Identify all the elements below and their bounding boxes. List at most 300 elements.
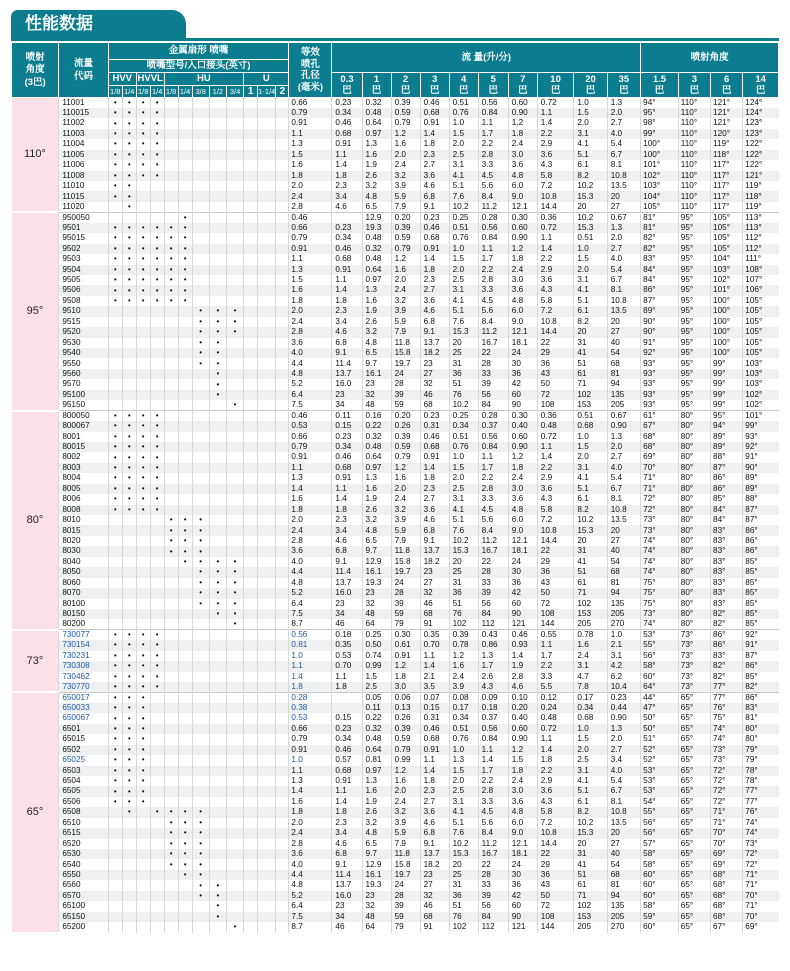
flow-code: 9560 [59,369,108,379]
availability-dot [164,578,178,588]
availability-dot: • [192,891,209,901]
availability-dot [244,609,258,619]
spray-angle-value: 99° [711,358,743,368]
flow-value: 23 [362,891,391,901]
flow-value: 2.5 [449,150,478,160]
availability-dot: • [122,713,136,723]
table-row [12,390,779,400]
size-header-5: 1/4 [179,86,191,96]
orifice-diameter: 1.1 [289,129,332,139]
availability-dot [276,630,289,640]
flow-value: 6.5 [362,202,391,212]
flow-value: 0.35 [332,640,362,650]
availability-dot: • [122,108,136,118]
flow-value: 1.1 [420,651,449,661]
availability-dot [108,390,122,400]
availability-dot [209,922,226,932]
flow-value: 2.4 [391,797,420,807]
availability-dot [164,891,178,901]
availability-dot [244,150,258,160]
availability-dot [244,578,258,588]
flow-value: 43 [537,578,574,588]
flow-value: 2.0 [391,150,420,160]
orifice-diameter: 2.8 [289,202,332,212]
availability-dot: • [136,411,150,421]
availability-dot [209,724,226,734]
flow-value: 16.1 [362,870,391,880]
spray-angle-value: 89° [711,442,743,452]
availability-dot [164,327,178,337]
availability-dot: • [122,797,136,807]
availability-dot: • [150,275,164,285]
availability-dot: • [122,494,136,504]
availability-dot [226,202,243,212]
flow-code: 11003 [59,129,108,139]
availability-dot [192,98,209,108]
flow-value: 3.2 [391,505,420,515]
availability-dot [178,191,192,201]
flow-value: 15.3 [574,223,607,233]
availability-dot [226,369,243,379]
availability-dot [244,766,258,776]
availability-dot [178,609,192,619]
availability-dot: • [122,421,136,431]
availability-dot: • [136,432,150,442]
availability-dot [244,640,258,650]
flow-value: 19.3 [362,880,391,890]
availability-dot [244,839,258,849]
availability-dot [258,682,276,692]
flow-code: 730770 [59,682,108,692]
spray-angle-value: 95° [678,212,710,222]
flow-value: 0.51 [574,233,607,243]
availability-dot: • [209,327,226,337]
availability-dot [244,223,258,233]
flow-value: 4.3 [537,797,574,807]
availability-dot [108,202,122,212]
availability-dot [258,849,276,859]
availability-dot [258,567,276,577]
spray-angle-value: 80° [678,505,710,515]
availability-dot [192,171,209,181]
availability-dot [150,327,164,337]
availability-dot [164,901,178,911]
flow-value: 13.5 [607,515,640,525]
availability-dot [150,755,164,765]
availability-dot [226,880,243,890]
availability-dot [244,118,258,128]
availability-dot [164,713,178,723]
flow-value: 6.1 [574,306,607,316]
availability-dot [244,108,258,118]
flow-value: 1.0 [574,432,607,442]
flow-code: 8008 [59,505,108,515]
availability-dot [258,588,276,598]
availability-dot: • [178,254,192,264]
availability-dot [178,766,192,776]
availability-dot: • [226,400,243,410]
availability-dot [226,254,243,264]
availability-dot [150,713,164,723]
flow-value: 60 [508,599,537,609]
availability-dot [258,599,276,609]
availability-dot: • [108,766,122,776]
spray-angle-value: 95° [678,379,710,389]
flow-value: 2.8 [478,484,508,494]
availability-dot [178,306,192,316]
flow-value: 1.8 [420,265,449,275]
availability-dot [150,599,164,609]
availability-dot [276,181,289,191]
flow-value: 18.1 [508,546,537,556]
availability-dot [122,317,136,327]
spray-angle-value: 105° [743,348,779,358]
availability-dot [276,859,289,869]
flow-value: 4.0 [607,254,640,264]
flow-value [332,212,362,222]
availability-dot: • [136,129,150,139]
flow-value: 12.9 [362,557,391,567]
flow-value: 1.2 [508,118,537,128]
availability-dot [276,734,289,744]
flow-value: 60 [508,901,537,911]
spray-angle-value: 117° [711,191,743,201]
availability-dot: • [122,254,136,264]
flow-value: 7.2 [537,181,574,191]
availability-dot: • [122,682,136,692]
availability-dot [258,619,276,629]
flow-value: 0.31 [420,713,449,723]
availability-dot: • [164,818,178,828]
flow-value: 1.5 [449,766,478,776]
size-header-10: 1-1/4 [258,86,276,96]
flow-value: 0.84 [478,442,508,452]
availability-dot: • [108,734,122,744]
flow-value: 5.1 [449,181,478,191]
availability-dot: • [122,202,136,212]
spray-angle-value: 110° [678,139,710,149]
availability-dot [226,160,243,170]
orifice-diameter: 0.91 [289,244,332,254]
flow-value [332,703,362,713]
availability-dot [164,411,178,421]
availability-dot [226,797,243,807]
availability-dot [192,421,209,431]
flow-value: 3.6 [420,505,449,515]
spray-angle-value: 124° [743,108,779,118]
availability-dot [209,807,226,817]
spray-angle-value: 67° [641,421,679,431]
flow-value: 30 [508,358,537,368]
table-row [12,734,779,744]
flow-value: 0.20 [391,411,420,421]
spray-angle-value: 81° [743,713,779,723]
availability-dot [258,734,276,744]
availability-dot: • [122,233,136,243]
flow-value: 0.56 [478,98,508,108]
availability-dot: • [122,724,136,734]
availability-dot: • [192,338,209,348]
flow-value: 81 [607,578,640,588]
availability-dot [276,578,289,588]
availability-dot [244,922,258,932]
flow-code: 11001 [59,98,108,108]
flow-value: 11.4 [332,358,362,368]
availability-dot [192,786,209,796]
flow-value: 2.0 [574,265,607,275]
availability-dot [192,473,209,483]
availability-dot: • [178,212,192,222]
spray-angle-value: 58° [641,859,679,869]
availability-dot [164,171,178,181]
flow-value: 7.6 [449,317,478,327]
flow-value: 10.8 [537,191,574,201]
availability-dot [192,484,209,494]
availability-dot [258,338,276,348]
flow-value: 0.37 [478,713,508,723]
flow-value: 16.0 [332,891,362,901]
availability-dot [178,640,192,650]
flow-value: 0.23 [420,212,449,222]
flow-value: 1.1 [332,275,362,285]
availability-dot [136,828,150,838]
availability-dot [258,525,276,535]
flow-value: 3.0 [508,786,537,796]
availability-dot [276,755,289,765]
flow-value: 22 [537,849,574,859]
availability-dot [276,265,289,275]
table-row [12,692,779,702]
flow-value: 5.1 [574,484,607,494]
availability-dot [244,306,258,316]
spray-angle-value: 103° [743,358,779,368]
flow-value: 3.1 [449,494,478,504]
flow-value: 0.90 [607,421,640,431]
availability-dot [136,849,150,859]
availability-dot [136,557,150,567]
spray-angle-value: 65° [678,870,710,880]
availability-dot [244,755,258,765]
availability-dot [276,776,289,786]
flow-code: 11006 [59,160,108,170]
availability-dot: • [122,703,136,713]
availability-dot [258,797,276,807]
availability-dot: • [108,129,122,139]
flow-value: 31 [449,358,478,368]
flow-value: 5.6 [478,181,508,191]
availability-dot [108,515,122,525]
flow-value: 64 [362,922,391,932]
flow-value: 0.72 [537,724,574,734]
flow-value: 25 [449,870,478,880]
availability-dot [136,891,150,901]
flow-value: 36 [449,369,478,379]
availability-dot [164,348,178,358]
flow-value: 1.2 [508,244,537,254]
spray-angle-value: 73° [678,661,710,671]
spray-angle-value: 123° [743,129,779,139]
availability-dot [244,171,258,181]
flow-value: 10.4 [607,682,640,692]
flow-value: 22 [478,859,508,869]
flow-value: 1.6 [362,484,391,494]
flow-value: 1.0 [574,244,607,254]
availability-dot [192,400,209,410]
availability-dot [276,525,289,535]
availability-dot [226,129,243,139]
availability-dot [192,223,209,233]
availability-dot [276,338,289,348]
flow-value: 0.55 [537,630,574,640]
flow-value: 0.68 [420,108,449,118]
availability-dot [258,171,276,181]
flow-value: 32 [420,588,449,598]
availability-dot [178,317,192,327]
flow-value: 3.4 [332,317,362,327]
availability-dot [209,265,226,275]
availability-dot: • [136,275,150,285]
flow-code: 11015 [59,191,108,201]
availability-dot: • [122,432,136,442]
orifice-diameter: 1.8 [289,171,332,181]
flow-value: 2.5 [449,484,478,494]
flow-code: 11002 [59,118,108,128]
spray-angle-value: 80° [678,442,710,452]
flow-value: 0.23 [607,692,640,702]
availability-dot [276,901,289,911]
availability-dot: • [164,265,178,275]
availability-dot [276,682,289,692]
availability-dot [108,546,122,556]
availability-dot [164,379,178,389]
availability-dot [178,630,192,640]
flow-value: 2.3 [332,306,362,316]
flow-value: 4.5 [478,807,508,817]
size-header-4: 1/8 [165,86,177,96]
availability-dot [209,797,226,807]
performance-data-sheet [11,10,779,960]
availability-dot [226,849,243,859]
orifice-diameter: 1.0 [289,755,332,765]
spray-angle-value: 60° [641,672,679,682]
spray-angle-value: 73° [678,640,710,650]
availability-dot [150,828,164,838]
availability-dot [178,776,192,786]
availability-dot: • [108,797,122,807]
availability-dot: • [209,891,226,901]
flow-value: 51 [449,901,478,911]
orifice-diameter: 0.91 [289,745,332,755]
spray-angle-value: 88° [743,494,779,504]
availability-dot [150,358,164,368]
flow-value: 39 [478,588,508,598]
flow-value: 0.84 [478,734,508,744]
flow-value: 0.46 [332,118,362,128]
spray-angle-value: 69° [711,849,743,859]
availability-dot: • [150,171,164,181]
availability-dot [150,880,164,890]
availability-dot [276,713,289,723]
availability-dot [209,150,226,160]
availability-dot [150,400,164,410]
flow-value: 1.4 [537,244,574,254]
flow-value: 0.40 [508,421,537,431]
availability-dot: • [192,588,209,598]
flow-value: 3.6 [420,807,449,817]
flow-value: 9.1 [420,839,449,849]
availability-dot [244,432,258,442]
availability-dot [209,525,226,535]
spray-angle-value: 74° [641,619,679,629]
flow-value: 0.81 [362,755,391,765]
availability-dot [226,233,243,243]
table-row [12,786,779,796]
flow-value: 0.91 [332,265,362,275]
flow-code: 9501 [59,223,108,233]
flow-value: 4.0 [607,463,640,473]
table-row [12,452,779,462]
spray-angle-value: 85° [743,609,779,619]
availability-dot [164,98,178,108]
availability-dot [258,515,276,525]
flow-value: 19.3 [362,223,391,233]
availability-dot [178,150,192,160]
flow-value: 0.15 [420,703,449,713]
availability-dot [209,745,226,755]
flow-value: 0.09 [478,692,508,702]
flow-code: 730231 [59,651,108,661]
flow-value: 34 [332,400,362,410]
availability-dot: • [192,807,209,817]
availability-dot [226,912,243,922]
spray-angle-value: 111° [743,254,779,264]
spray-angle-value: 73° [641,609,679,619]
spray-angle-value: 99° [711,369,743,379]
availability-dot [178,327,192,337]
table-row [12,233,779,243]
flow-value: 1.1 [478,452,508,462]
availability-dot [209,661,226,671]
availability-dot: • [150,442,164,452]
availability-dot [150,578,164,588]
flow-value: 4.5 [478,171,508,181]
spray-angle-value: 93° [641,400,679,410]
availability-dot [226,640,243,650]
flow-value: 4.0 [607,129,640,139]
flow-value: 121 [508,922,537,932]
availability-dot: • [178,807,192,817]
size-header-7: 1/2 [209,86,226,98]
availability-dot: • [164,828,178,838]
availability-dot [258,766,276,776]
availability-dot [244,619,258,629]
availability-dot: • [136,724,150,734]
availability-dot: • [108,108,122,118]
availability-dot: • [136,265,150,275]
availability-dot [226,139,243,149]
availability-dot [244,849,258,859]
flow-value: 15.8 [391,557,420,567]
flow-code: 65100 [59,901,108,911]
availability-dot: • [136,776,150,786]
availability-dot [164,692,178,702]
flow-value: 42 [508,891,537,901]
availability-dot [192,275,209,285]
availability-dot [178,118,192,128]
availability-dot [276,536,289,546]
flow-value: 1.6 [574,640,607,650]
orifice-diameter: 2.0 [289,818,332,828]
